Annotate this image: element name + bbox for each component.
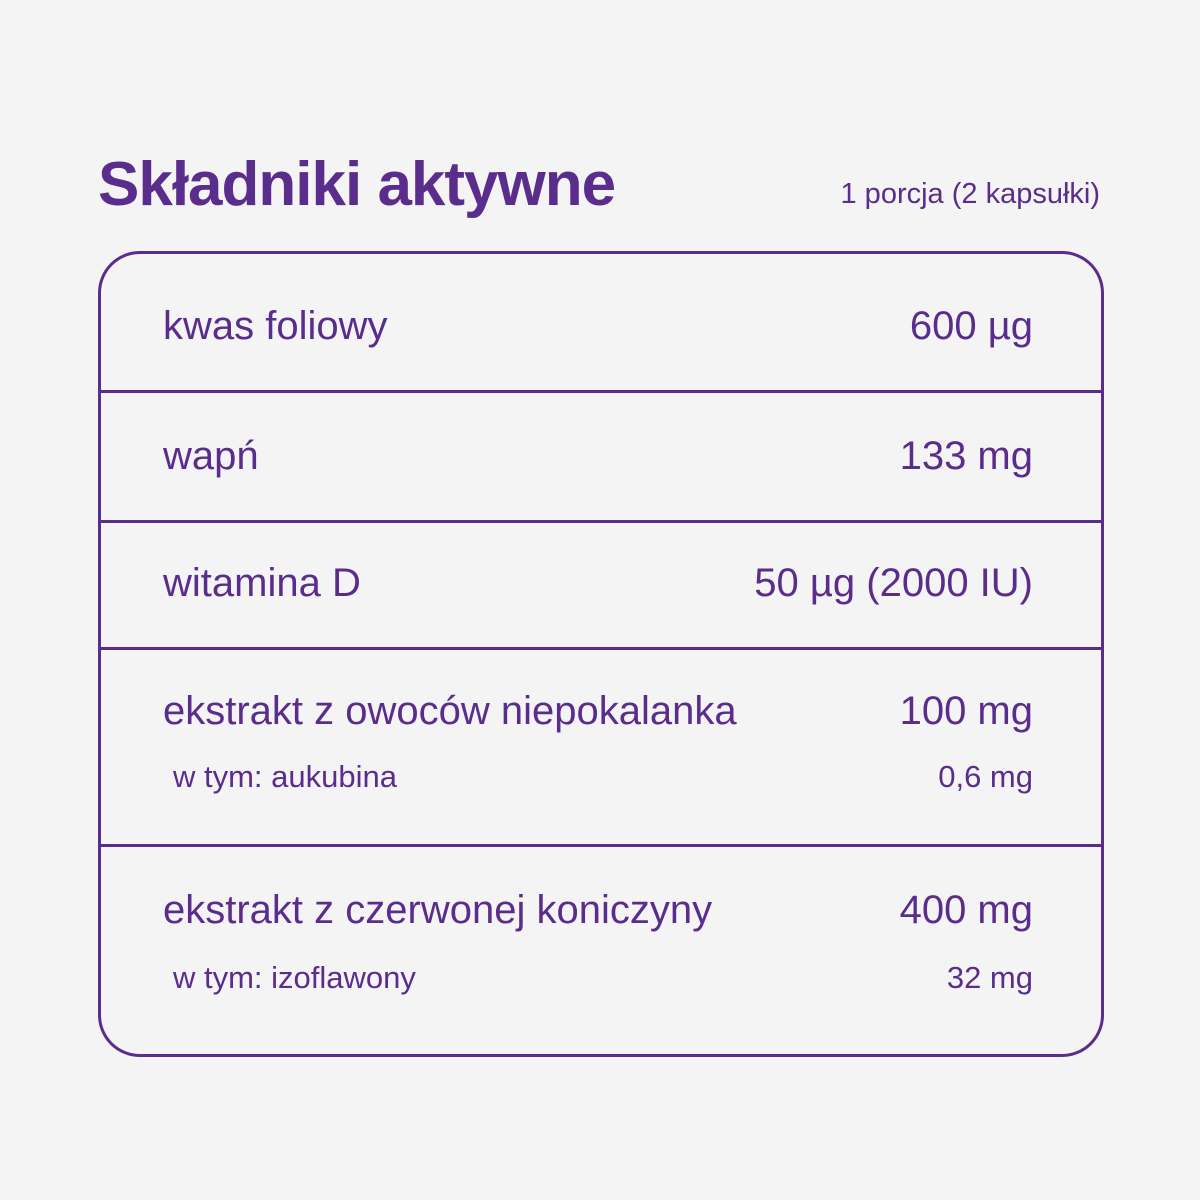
table-row [101, 254, 1101, 390]
sub-ingredient-name: w tym: aukubina [173, 759, 397, 794]
sub-ingredient-name: w tym: izoflawony [173, 960, 416, 995]
ingredient-name: kwas foliowy [163, 304, 388, 348]
sub-ingredient-amount: 0,6 mg [938, 759, 1033, 794]
table-row [101, 847, 1101, 1054]
ingredient-amount: 100 mg [899, 689, 1033, 733]
ingredients-table [98, 251, 1104, 1057]
serving-size-label: 1 porcja (2 kapsułki) [840, 178, 1100, 210]
ingredient-amount: 133 mg [899, 434, 1033, 478]
ingredient-name: witamina D [163, 561, 361, 605]
ingredient-amount: 400 mg [899, 888, 1033, 932]
ingredient-name: ekstrakt z czerwonej koniczyny [163, 888, 713, 932]
table-row [101, 393, 1101, 520]
table-row [101, 523, 1101, 647]
ingredient-amount: 50 µg (2000 IU) [754, 561, 1033, 605]
sub-ingredient-amount: 32 mg [946, 960, 1033, 995]
ingredient-amount: 600 µg [909, 304, 1033, 348]
ingredient-name: wapń [163, 434, 259, 478]
ingredient-name: ekstrakt z owoców niepokalanka [163, 689, 737, 733]
page-title: Składniki aktywne [98, 150, 616, 219]
table-row [101, 650, 1101, 844]
